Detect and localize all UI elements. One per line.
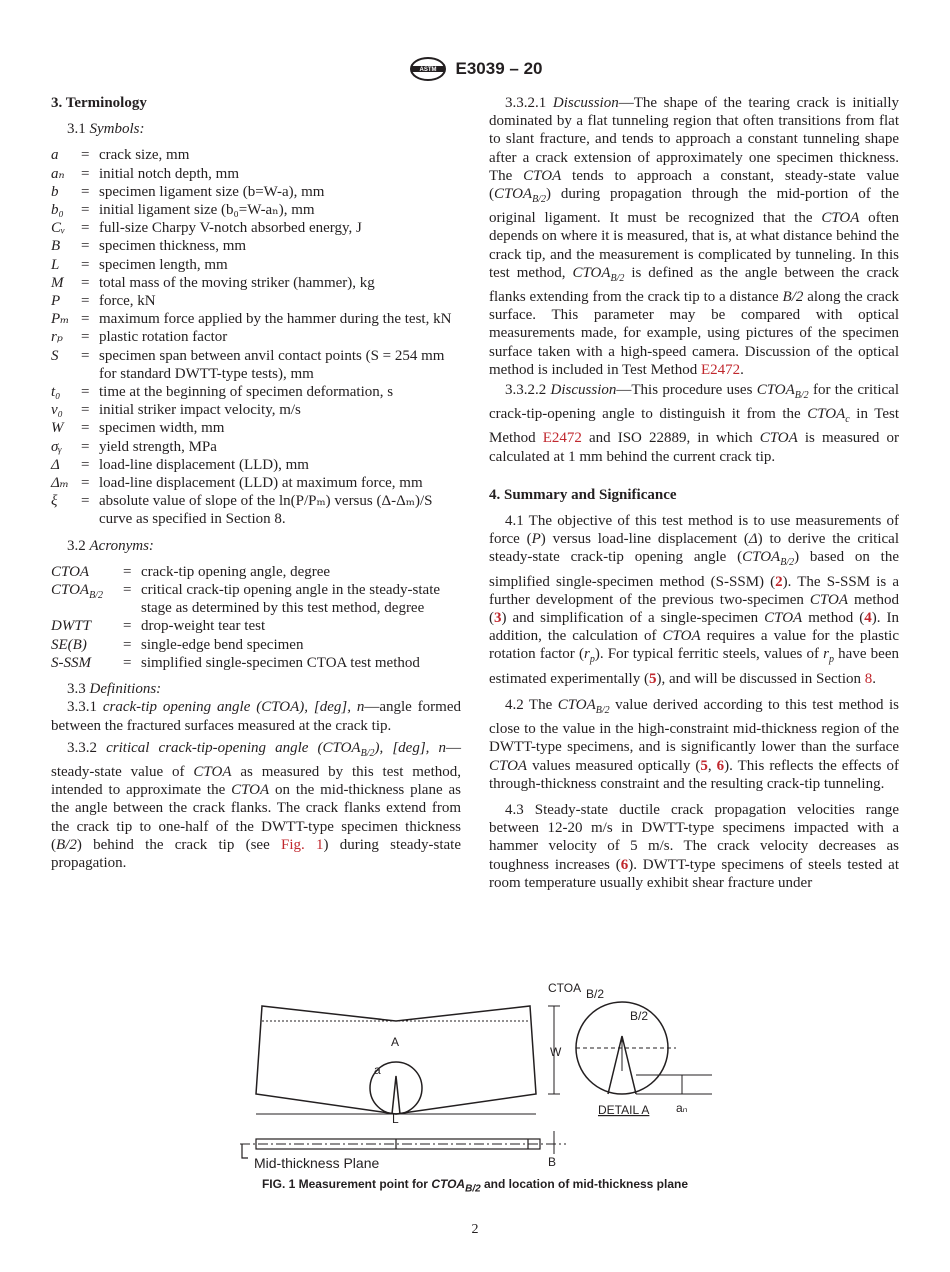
symbols-heading: 3.1 Symbols: <box>67 121 145 138</box>
label-w: W <box>550 1045 562 1059</box>
acronym-description: critical crack-tip opening angle in the steady-state stage as determined by this test method, degree <box>141 582 441 617</box>
symbol-symbol: W <box>51 420 64 437</box>
acronym-description: crack-tip opening angle, degree <box>141 563 331 580</box>
acronym-symbol: CTOA <box>51 563 90 580</box>
symbol-symbol: Cᵥ <box>51 220 66 237</box>
symbol-symbol: rₚ <box>51 329 63 346</box>
symbol-equals: = <box>81 220 90 237</box>
symbol-equals: = <box>81 329 90 346</box>
symbol-description: load-line displacement (LLD), mm <box>99 456 309 473</box>
symbol-description: initial notch depth, mm <box>99 165 239 182</box>
symbol-description: specimen span between anvil contact points (S = 254 mm for standard DWTT-type tests), mm <box>99 347 445 382</box>
symbol-equals: = <box>81 274 90 291</box>
specimen-outline <box>256 1006 536 1114</box>
acronym-equals: = <box>123 654 132 671</box>
definition-332: 3.3.2 critical crack-tip-opening angle $(CTOA_{B/2})$, [deg], n—steady-state value of CTOA as measured by this test method, intended to approximate the CTOA on the mid-thickness plane as the angle between the crack flanks. The crack flanks extend from the crack tip to one-half of the DWTT-type specimen thickness (B/2) behind the crack tip (see Fig. 1) during steady-state propagation. <box>51 739 462 871</box>
label-a-upper: A <box>391 1035 400 1049</box>
label-a-crack: a <box>374 1063 381 1077</box>
label-detail-a: DETAIL A <box>598 1103 650 1117</box>
discussion-3321: 3.3.2.1 Discussion—The shape of the tearing crack is initially dominated by a flat tunneling region that often transitions from flat to slant fracture, and tends to approach a constant tunneling shape after a crack extension of approximately one specimen thickness. The CTOA tends to approach a constant, steady-state value $(CTOA_{B/2})$ during propagation through the mid-portion of the original ligament. It must be recognized that the CTOA often depends on where it is measured, that is, at what distance behind the crack tip, and the measurement is complicated by tunneling. In this test method, $CTOA_{B/2}$ is defined as the angle between the crack flanks extending from the crack tip to a distance B/2 along the crack surface. This parameter may be compared with optical measurements made, for example, using pictures of the specimen surface taken with a high-speed camera. Discussion of the optical method is included in Test Method E2472. <box>489 95 900 378</box>
symbol-description: initial striker impact velocity, m/s <box>99 402 301 419</box>
discussion-3322: 3.3.2.2 Discussion—This procedure uses $CTOA_{B/2}$ for the critical crack-tip-opening angle to distinguish it from the $CTOA_c$ in Test Method E2472 and ISO 22889, in which CTOA is measured or calculated at 1 mm behind the current crack tip. <box>489 382 899 465</box>
symbol-symbol: a <box>51 147 59 164</box>
symbol-symbol: aₙ <box>51 165 65 182</box>
symbol-description: absolute value of slope of the ln(P/Pₘ) versus (Δ-Δₘ)/S curve as specified in Section 8. <box>99 493 433 528</box>
acronym-symbol: $CTOA_{B/2}$ <box>51 582 103 602</box>
symbol-symbol: σᵧ <box>51 438 62 455</box>
symbol-description: force, kN <box>99 293 156 310</box>
symbol-symbol: t₀ <box>51 384 61 401</box>
symbol-symbol: v₀ <box>51 402 63 419</box>
definition-331: 3.3.1 crack-tip opening angle (CTOA), [deg], n—angle formed between the fractured surfaces measured at the crack tip. <box>51 699 461 734</box>
symbol-equals: = <box>81 202 90 219</box>
symbol-symbol: b₀ <box>51 202 64 219</box>
acronyms-list <box>51 563 461 672</box>
acronyms-heading: 3.2 Acronyms: <box>67 537 154 554</box>
symbol-description: load-line displacement (LLD) at maximum force, mm <box>99 475 423 492</box>
symbol-equals: = <box>81 311 90 328</box>
symbol-symbol: P <box>51 293 61 310</box>
symbol-equals: = <box>81 183 90 200</box>
section-3-heading: 3. Terminology <box>51 95 147 111</box>
symbol-equals: = <box>81 493 90 510</box>
symbol-equals: = <box>81 165 90 182</box>
acronym-description: single-edge bend specimen <box>141 636 304 653</box>
symbol-equals: = <box>81 456 90 473</box>
label-mid-thickness-plane: Mid-thickness Plane <box>254 1155 380 1171</box>
page-number: 2 <box>471 1222 479 1237</box>
symbol-equals: = <box>81 293 90 310</box>
symbol-description: specimen width, mm <box>99 420 225 437</box>
paragraph-42: 4.2 The $CTOA_{B/2}$ value derived according to this test method is close to the value in the high-constraint mid-thickness region of the DWTT-type specimens, and is significantly lower than the surface CTOA values measured optically (5, 6). This reflects the effects of through-thickness constraint and the resulting crack-tip tunneling. <box>489 696 899 792</box>
acronym-symbol: SE(B) <box>51 636 87 653</box>
symbol-description: specimen length, mm <box>99 256 228 273</box>
e2472-link[interactable]: E2472 <box>542 430 582 447</box>
symbol-description: specimen thickness, mm <box>99 238 247 255</box>
figure-1-diagram <box>236 976 716 1176</box>
acronym-equals: = <box>123 618 132 635</box>
symbol-equals: = <box>81 147 90 164</box>
symbol-description: initial ligament size (b₀=W-aₙ), mm <box>99 202 315 219</box>
label-b: B <box>548 1155 557 1169</box>
symbol-equals: = <box>81 420 90 437</box>
symbol-description: total mass of the moving striker (hammer), kg <box>99 274 375 291</box>
label-an: aₙ <box>676 1101 688 1115</box>
symbol-equals: = <box>81 347 90 364</box>
left-column <box>51 94 461 872</box>
acronym-equals: = <box>123 636 132 653</box>
acronym-equals: = <box>123 563 132 580</box>
symbol-description: time at the beginning of specimen deformation, s <box>99 384 394 401</box>
symbols-list <box>51 146 461 528</box>
symbol-equals: = <box>81 475 90 492</box>
symbol-description: maximum force applied by the hammer during the test, kN <box>99 311 452 328</box>
symbol-symbol: Pₘ <box>51 311 70 328</box>
label-b2-inner: B/2 <box>630 1009 649 1023</box>
acronym-description: simplified single-specimen CTOA test method <box>141 654 420 671</box>
symbol-symbol: Δₘ <box>51 475 70 492</box>
paragraph-41: 4.1 The objective of this test method is to use measurements of force (P) versus load-line displacement (Δ) to derive the critical steady-state crack-tip opening angle $(CTOA_{B/2})$ based on the simplified single-specimen method (S-SSM) (2). The S-SSM is a further development of the previous two-specimen CTOA method (3) and simplification of a single-specimen CTOA method (4). In addition, the calculation of CTOA requires a value for the plastic rotation factor $(r_p)$. For typical ferritic steels, values of $r_p$ have been estimated experimentally (5), and will be discussed in Section 8. <box>489 513 900 687</box>
svg-text:ASTM: ASTM <box>419 67 437 73</box>
astm-logo-icon <box>408 56 448 82</box>
acronym-symbol: DWTT <box>51 618 92 635</box>
crack-notch <box>392 1076 400 1114</box>
symbol-equals: = <box>81 384 90 401</box>
paragraph-43: 4.3 Steady-state ductile crack propagation velocities range between 12-20 m/s in DWTT-type specimens impacted with a hammer velocity of 5 m/s. The crack velocity decreases as toughness increases (6). DWTT-type specimens of steels tested at room temperature usually exhibit shear fracture under <box>489 801 900 891</box>
definitions-heading: 3.3 Definitions: <box>67 681 162 698</box>
symbol-equals: = <box>81 238 90 255</box>
symbol-description: yield strength, MPa <box>99 438 217 455</box>
page-header <box>0 56 950 82</box>
acronym-description: drop-weight tear test <box>141 618 266 635</box>
symbol-description: specimen ligament size (b=W-a), mm <box>99 183 325 200</box>
symbol-symbol: M <box>51 274 64 291</box>
symbol-symbol: ξ <box>51 493 58 510</box>
symbol-description: crack size, mm <box>99 147 190 164</box>
acronym-equals: = <box>123 582 132 599</box>
symbol-description: full-size Charpy V-notch absorbed energy, J <box>99 220 362 237</box>
acronym-symbol: S-SSM <box>51 654 91 671</box>
symbol-description: plastic rotation factor <box>99 329 228 346</box>
figure-caption: FIG. 1 Measurement point for $CTOA_{B/2}$ and location of mid-thickness plane <box>261 1177 689 1195</box>
symbol-equals: = <box>81 438 90 455</box>
label-ctoa: CTOA <box>548 981 582 995</box>
symbol-symbol: Δ <box>51 456 60 473</box>
symbol-equals: = <box>81 402 90 419</box>
e2472-link[interactable]: E2472 <box>701 361 741 378</box>
right-column <box>489 94 899 892</box>
symbol-symbol: B <box>51 238 61 255</box>
symbol-equals: = <box>81 256 90 273</box>
label-l: L <box>392 1112 399 1126</box>
section-4-heading: 4. Summary and Significance <box>489 486 677 503</box>
fig1-link[interactable]: Fig. 1 <box>280 836 324 853</box>
symbol-symbol: b <box>51 183 59 200</box>
label-b2-outer: B/2 <box>586 987 605 1001</box>
symbol-symbol: L <box>51 256 60 273</box>
document-code: E3039 – 20 <box>455 59 543 78</box>
symbol-symbol: S <box>51 347 59 364</box>
